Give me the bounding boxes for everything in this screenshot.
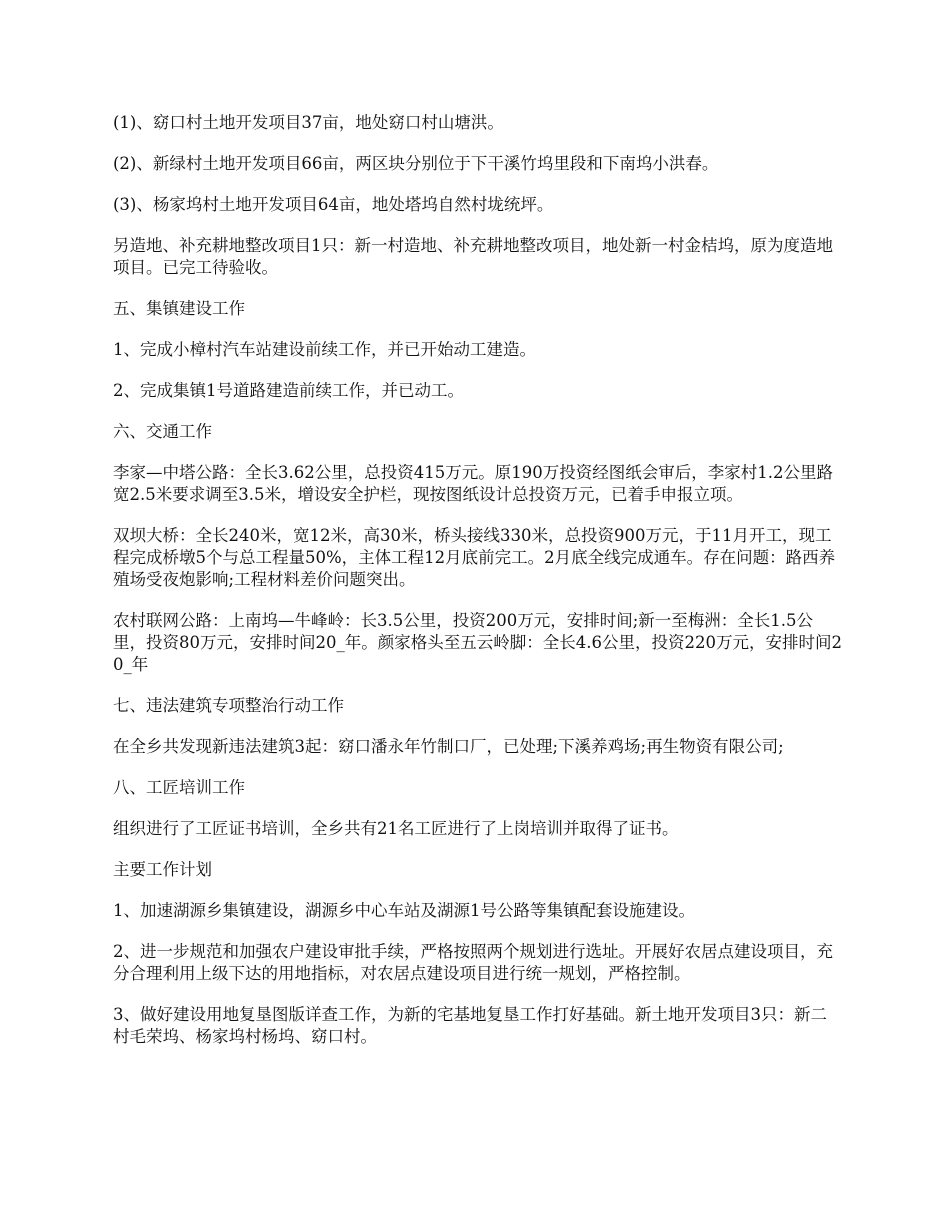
paragraph-plan-2: 2、进一步规范和加强农户建设审批手续，严格按照两个规划进行选址。开展好农居点建设项目，充分合理利用上级下达的用地指标，对农居点建设项目进行统一规划，严格控制。 [113, 942, 833, 983]
section-heading-town-construction: 五、集镇建设工作 [113, 299, 245, 318]
paragraph-plan-3: 3、做好建设用地复垦图版详查工作，为新的宅基地复垦工作打好基础。新土地开发项目3只：新二村毛荣坞、杨家坞村杨坞、窈口村。 [113, 1005, 827, 1046]
section-heading-illegal-buildings: 七、违法建筑专项整治行动工作 [113, 696, 344, 715]
section-heading-work-plan: 主要工作计划 [113, 860, 212, 879]
section-heading-transport: 六、交通工作 [113, 422, 212, 441]
paragraph-plan-1: 1、加速湖源乡集镇建设，湖源乡中心车站及湖源1号公路等集镇配套设施建设。 [113, 901, 695, 920]
paragraph-land-project-1: (1)、窈口村土地开发项目37亩，地处窈口村山塘洪。 [113, 113, 504, 132]
paragraph-illegal-buildings: 在全乡共发现新违法建筑3起：窈口潘永年竹制口厂，已处理;下溪养鸡场;再生物资有限公司; [113, 737, 784, 756]
paragraph-lijia-zhongta-road: 李家—中塔公路：全长3.62公里，总投资415万元。原190万投资经图纸会审后，李家村1.2公里路宽2.5米要求调至3.5米，增设安全护栏，现按图纸设计总投资万元，已着手申报立项。 [113, 463, 833, 504]
paragraph-shuangba-bridge: 双坝大桥：全长240米，宽12米，高30米，桥头接线330米，总投资900万元，于11月开工，现工程完成桥墩5个与总工程量50%，主体工程12月底前完工。2月底全线完成通车。存在问题：路西养殖场受夜炮影响;工程材料差价问题突出。 [113, 526, 836, 589]
paragraph-farmland-rectification: 另造地、补充耕地整改项目1只：新一村造地、补充耕地整改项目，地处新一村金桔坞，原为度造地项目。已完工待验收。 [113, 236, 833, 277]
paragraph-road-no1: 2、完成集镇1号道路建造前续工作，并已动工。 [113, 381, 464, 400]
paragraph-rural-network-road: 农村联网公路：上南坞—牛峰岭：长3.5公里，投资200万元，安排时间;新一至梅洲：全长1.5公里，投资80万元，安排时间20_年。颜家格头至五云岭脚：全长4.6公里，投资220万元，安排时间20_年 [113, 611, 842, 674]
paragraph-land-project-3: (3)、杨家坞村土地开发项目64亩，地处塔坞自然村垅统坪。 [113, 195, 554, 214]
section-heading-craftsman-training: 八、工匠培训工作 [113, 778, 245, 797]
paragraph-land-project-2: (2)、新绿村土地开发项目66亩，两区块分别位于下干溪竹坞里段和下南坞小洪春。 [113, 154, 719, 173]
paragraph-bus-station: 1、完成小樟村汽车站建设前续工作，并已开始动工建造。 [113, 340, 536, 359]
paragraph-craftsman-training: 组织进行了工匠证书培训，全乡共有21名工匠进行了上岗培训并取得了证书。 [113, 819, 679, 838]
document-body [113, 112, 843, 1067]
